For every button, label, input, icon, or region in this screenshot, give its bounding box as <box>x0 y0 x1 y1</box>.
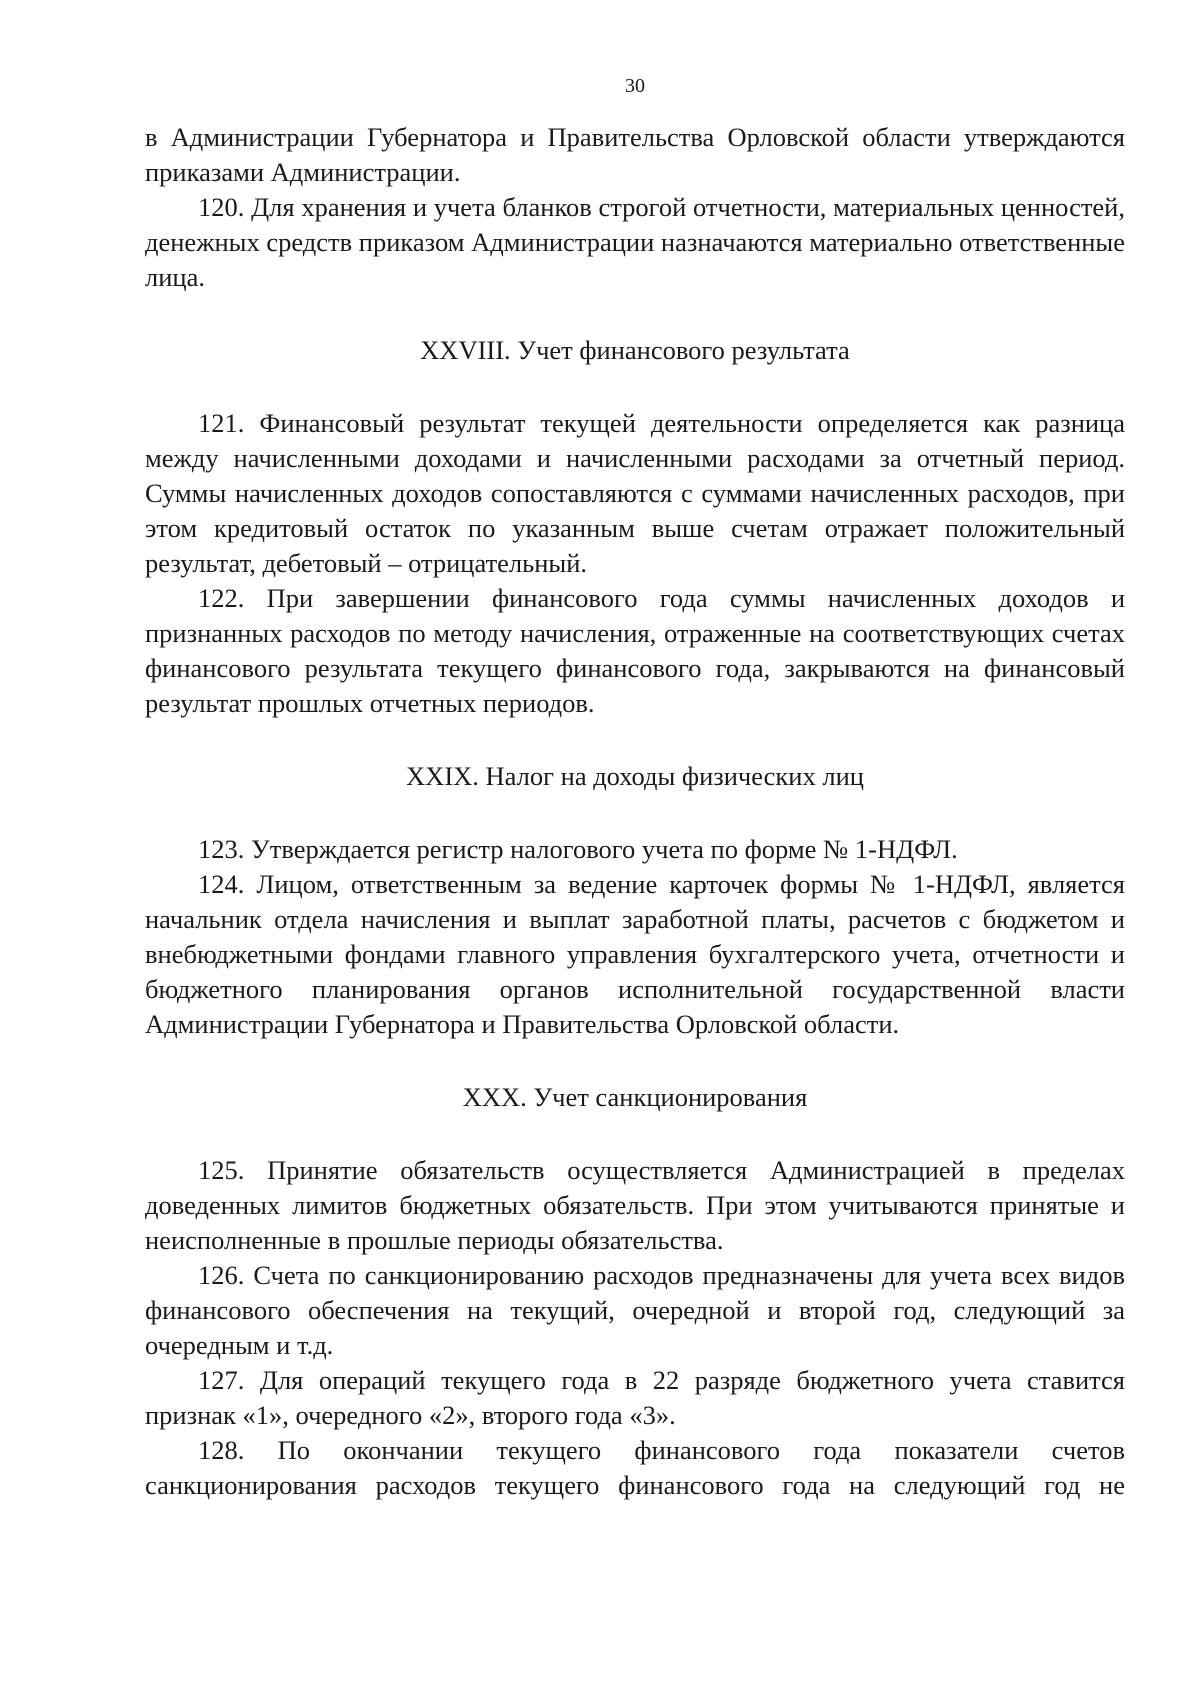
paragraph-125: 125. Принятие обязательств осуществляется Администрацией в пределах доведенных лимитов бюджетных обязательств. При этом учитываются принятые и неисполненные в прошлые периоды обязательства. <box>145 1155 1125 1255</box>
paragraph-127: 127. Для операций текущего года в 22 разряде бюджетного учета ставится признак «1», очередного «2», второго года «3». <box>145 1365 1125 1430</box>
page-number: 30 <box>625 75 645 97</box>
document-body <box>145 120 1125 1503</box>
section-heading-xxviii: XXVIII. Учет финансового результата <box>420 335 850 365</box>
paragraph-128: 128. По окончании текущего финансового года показатели счетов санкционирования расходов текущего финансового года на следующий год не <box>145 1435 1125 1500</box>
paragraph-126: 126. Счета по санкционированию расходов предназначены для учета всех видов финансового обеспечения на текущий, очередной и второй год, следующий за очередным и т.д. <box>145 1260 1125 1360</box>
section-heading-xxx: XXX. Учет санкционирования <box>462 1082 808 1112</box>
section-heading-xxix: XXIX. Налог на доходы физических лиц <box>406 761 864 791</box>
paragraph-124: 124. Лицом, ответственным за ведение карточек формы № 1-НДФЛ, является начальник отдела начисления и выплат заработной платы, расчетов с бюджетом и внебюджетными фондами главного управления бухгалтерского учета, отчетности и бюджетного планирования органов исполнительной государственной власти Администрации Губернатора и Правительства Орловской области. <box>145 869 1125 1039</box>
paragraph-continuation: в Администрации Губернатора и Правительства Орловской области утверждаются приказами Администрации. <box>145 122 1125 187</box>
paragraph-120: 120. Для хранения и учета бланков строгой отчетности, материальных ценностей, денежных средств приказом Администрации назначаются материально ответственные лица. <box>145 192 1125 292</box>
paragraph-121: 121. Финансовый результат текущей деятельности определяется как разница между начисленными доходами и начисленными расходами за отчетный период. Суммы начисленных доходов сопоставляются с суммами начисленных расходов, при этом кредитовый остаток по указанным выше счетам отражает положительный результат, дебетовый – отрицательный. <box>145 408 1125 578</box>
paragraph-123: 123. Утверждается регистр налогового учета по форме № 1-НДФЛ. <box>198 834 958 864</box>
paragraph-122: 122. При завершении финансового года суммы начисленных доходов и признанных расходов по методу начисления, отраженные на соответствующих счетах финансового результата текущего финансового года, закрываются на финансовый результат прошлых отчетных периодов. <box>145 583 1125 718</box>
